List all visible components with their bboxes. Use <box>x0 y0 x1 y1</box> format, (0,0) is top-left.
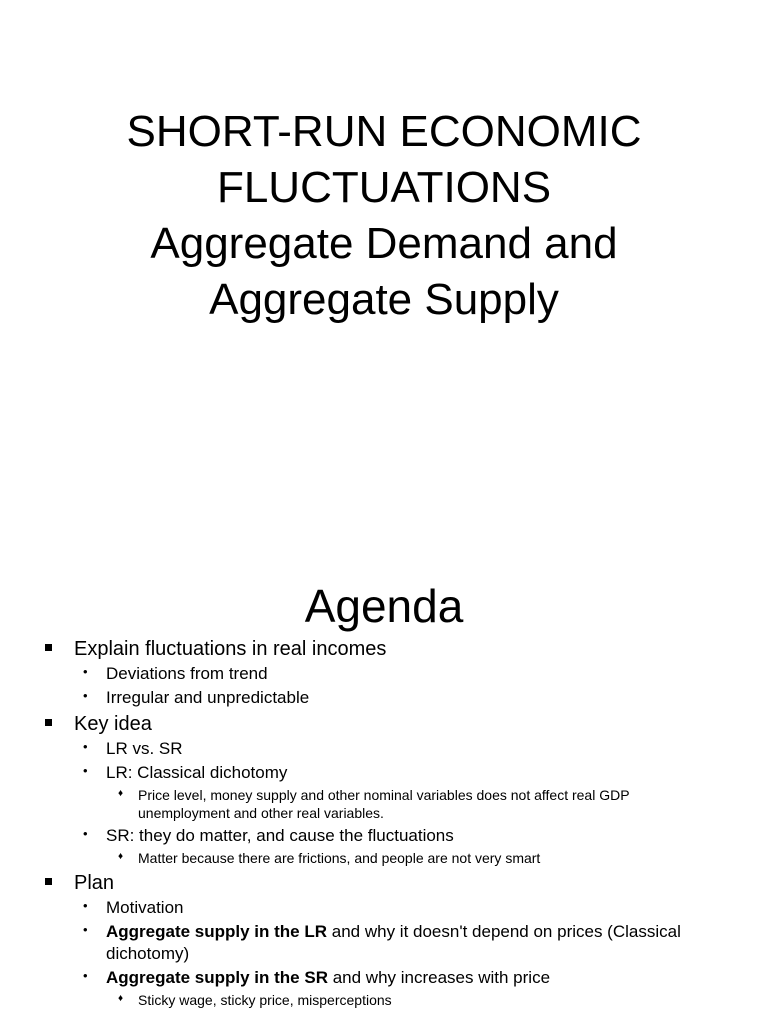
title-line-2: FLUCTUATIONS <box>216 163 552 212</box>
square-bullet-icon <box>45 644 52 651</box>
round-bullet-icon: • <box>83 688 88 703</box>
sub-sub-item-label: Price level, money supply and other nominal variables does not affect real GDP unemployment and other real variables. <box>138 787 630 821</box>
sub-item-label: and why it doesn't depend on prices (Classical dichotomy) <box>106 922 681 963</box>
sub-item-bold-label: Aggregate supply in the SR <box>106 968 328 987</box>
sub-item-label: Irregular and unpredictable <box>106 688 310 707</box>
diamond-bullet-icon: ♦ <box>118 788 124 799</box>
sub-sub-item-label: Sticky wage, sticky price, misperceptions <box>138 992 392 1008</box>
diamond-bullet-icon: ♦ <box>118 851 124 862</box>
sub-sub-item-sticky <box>0 991 768 1009</box>
agenda-item-label: Explain fluctuations in real incomes <box>74 638 387 660</box>
sub-item-label: Deviations from trend <box>106 664 268 683</box>
sub-item-label: and why increases with price <box>327 968 551 987</box>
square-bullet-icon <box>45 878 52 885</box>
agenda-list <box>0 636 768 1012</box>
sub-item-bold-label: Aggregate supply in the LR <box>106 922 328 941</box>
sub-item-label: LR vs. SR <box>106 739 183 758</box>
sub-item-classical-dichotomy <box>0 762 768 784</box>
agenda-item-key-idea <box>0 711 768 737</box>
round-bullet-icon: • <box>83 763 88 778</box>
round-bullet-icon: • <box>83 739 88 754</box>
agenda-item-plan <box>0 870 768 896</box>
sub-item-label: Motivation <box>106 898 184 917</box>
sub-item-irregular <box>0 687 768 709</box>
sub-sub-item-frictions <box>0 849 768 867</box>
sub-item-lr-vs-sr <box>0 738 768 760</box>
round-bullet-icon: • <box>83 664 88 679</box>
round-bullet-icon: • <box>83 826 88 841</box>
sub-item-deviations <box>0 663 768 685</box>
sub-sub-item-nominal-variables <box>0 786 768 822</box>
sub-item-sr-matter <box>0 825 768 847</box>
agenda-item-label: Plan <box>74 872 115 894</box>
square-bullet-icon <box>45 719 52 726</box>
agenda-item-label: Key idea <box>74 713 152 735</box>
diamond-bullet-icon: ♦ <box>118 993 124 1004</box>
sub-item-label: LR: Classical dichotomy <box>106 763 288 782</box>
round-bullet-icon: • <box>83 898 88 913</box>
title-line-3: Aggregate Demand and <box>150 219 618 268</box>
title-line-1: SHORT-RUN ECONOMIC <box>126 107 642 156</box>
sub-item-motivation <box>0 897 768 919</box>
round-bullet-icon: • <box>83 922 88 937</box>
sub-item-as-short-run <box>0 967 768 989</box>
agenda-heading: Agenda <box>304 580 464 632</box>
agenda-item-fluctuations <box>0 636 768 662</box>
round-bullet-icon: • <box>83 968 88 983</box>
sub-item-label: SR: they do matter, and cause the fluctuations <box>106 826 454 845</box>
sub-sub-item-label: Matter because there are frictions, and people are not very smart <box>138 850 541 866</box>
sub-item-as-long-run <box>0 921 768 965</box>
slide-title <box>0 104 768 328</box>
title-line-4: Aggregate Supply <box>209 275 559 324</box>
